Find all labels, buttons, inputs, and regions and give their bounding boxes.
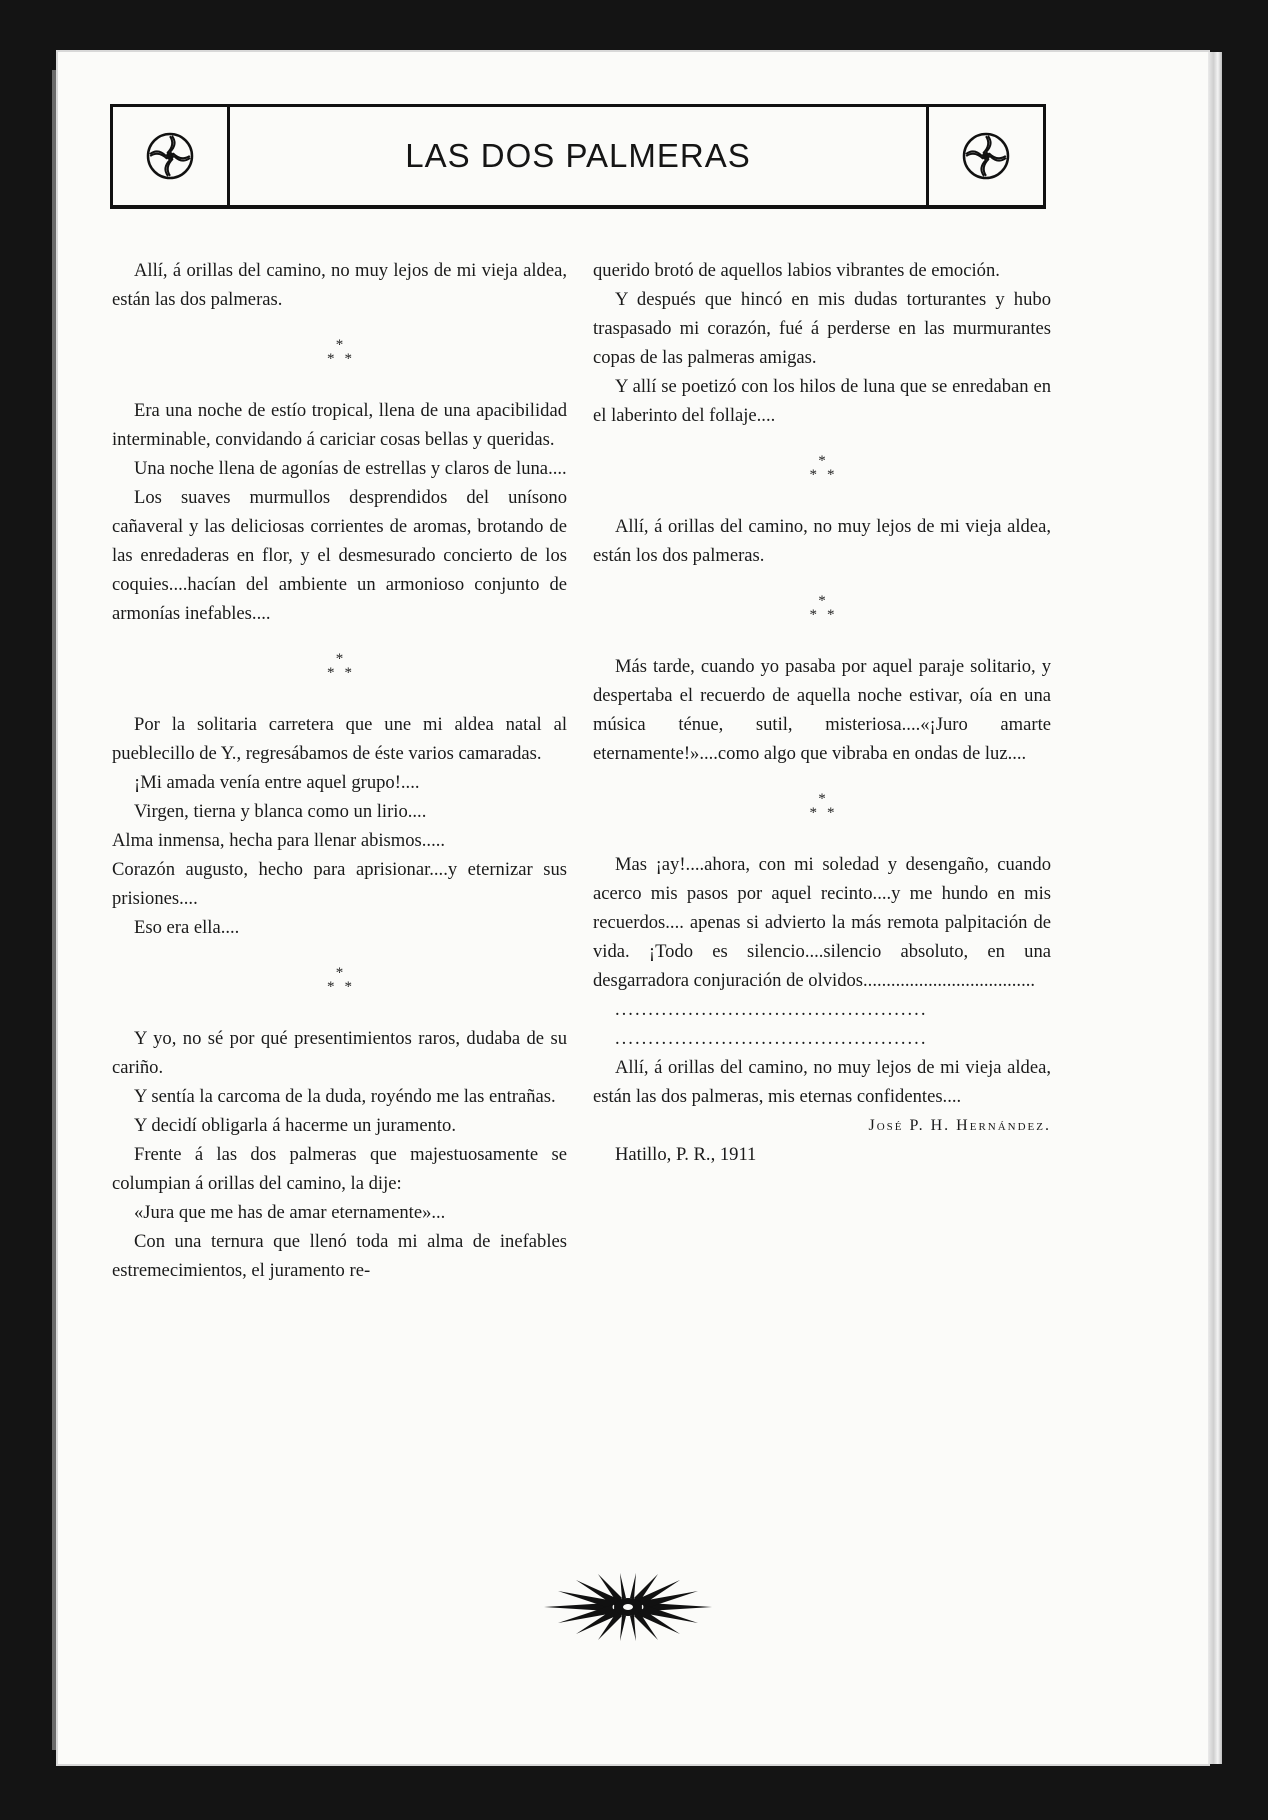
paragraph: Y después que hincó en mis dudas torturantes y hubo traspasado mi corazón, fué á perderse en las murmurantes copas de las palmeras amigas. (593, 289, 1051, 368)
paragraph: Con una ternura que llenó toda mi alma de inefables estremecimientos, el juramento re- (112, 1231, 567, 1281)
asterism-top: * (335, 651, 344, 667)
asterism-bottom: ** (327, 351, 362, 367)
paragraph: Por la solitaria carretera que une mi aldea natal al pueblecillo de Y., regresábamos de éste varios camaradas. (112, 714, 567, 764)
author-signature: José P. H. Hernández. (868, 1117, 1051, 1134)
dotted-line: ............................................... (615, 999, 928, 1020)
asterism-bottom: ** (327, 979, 362, 995)
asterism-top: * (818, 593, 826, 609)
page-edge (1208, 52, 1222, 1764)
paragraph: Y yo, no sé por qué presentimientos raros, dudaba de su cariño. (112, 1028, 567, 1078)
left-ornament-cell (113, 107, 230, 205)
place-date: Hatillo, P. R., 1911 (615, 1144, 757, 1165)
paragraph: Y sentía la carcoma de la duda, royéndo me las entrañas. (134, 1086, 556, 1107)
paragraph: ¡Mi amada venía entre aquel grupo!.... (134, 772, 420, 793)
paragraph: Una noche llena de agonías de estrellas y claros de luna.... (134, 458, 567, 479)
asterism-divider (593, 454, 1051, 482)
paragraph: Eso era ella.... (134, 917, 240, 938)
asterism-divider (593, 792, 1051, 820)
paragraph: Y decidí obligarla á hacerme un juramento. (134, 1115, 456, 1136)
right-ornament-cell (926, 107, 1043, 205)
paragraph: querido brotó de aquellos labios vibrantes de emoción. (593, 260, 1000, 281)
paragraph: Allí, á orillas del camino, no muy lejos de mi vieja aldea, están las dos palmeras. (112, 260, 567, 310)
paragraph: Alma inmensa, hecha para llenar abismos..... (112, 830, 446, 851)
paragraph: Y allí se poetizó con los hilos de luna que se enredaban en el laberinto del follaje.... (593, 376, 1051, 426)
rosette-icon (960, 130, 1012, 182)
paragraph: Allí, á orillas del camino, no muy lejos de mi vieja aldea, están las dos palmeras, mis eternas confidentes.... (593, 1057, 1051, 1107)
asterism-divider (112, 966, 567, 994)
asterism-top: * (818, 791, 826, 807)
paragraph: Allí, á orillas del camino, no muy lejos de mi vieja aldea, están los dos palmeras. (593, 516, 1051, 566)
asterism-divider (112, 652, 567, 680)
asterism-divider (112, 338, 567, 366)
paragraph: Mas ¡ay!....ahora, con mi soledad y desengaño, cuando acerco mis pasos por aquel recinto....y me hundo en mis recuerdos.... apenas si advierto la más remota palpitación de vida. ¡Todo es silencio....silencio absoluto, en una desgarradora conjuración de olvidos..................................... (593, 854, 1051, 991)
title-banner (110, 104, 1046, 209)
left-column (112, 256, 567, 1285)
paragraph: Era una noche de estío tropical, llena de una apacibilidad interminable, convidando á cariciar cosas bellas y queridas. (112, 400, 567, 450)
rosette-icon (144, 130, 196, 182)
sunburst-ornament-icon (543, 1572, 713, 1642)
dotted-line: ............................................... (615, 1028, 928, 1049)
asterism-top: * (335, 337, 344, 353)
paragraph: «Jura que me has de amar eternamente»... (134, 1202, 446, 1223)
right-column (593, 256, 1051, 1169)
asterism-top: * (818, 453, 826, 469)
asterism-bottom: ** (809, 805, 845, 821)
paragraph: Frente á las dos palmeras que majestuosamente se columpian á orillas del camino, la dije: (112, 1144, 567, 1194)
paragraph: Más tarde, cuando yo pasaba por aquel paraje solitario, y despertaba el recuerdo de aquella noche estivar, oía en una música ténue, sutil, misteriosa....«¡Juro amarte eternamente!»....como algo que vibraba en ondas de luz.... (593, 656, 1051, 764)
asterism-divider (593, 594, 1051, 622)
asterism-bottom: ** (809, 607, 845, 623)
paragraph: Virgen, tierna y blanca como un lirio.... (134, 801, 427, 822)
asterism-bottom: ** (327, 665, 362, 681)
paragraph: Los suaves murmullos desprendidos del unísono cañaveral y las deliciosas corrientes de aromas, brotando de las enredaderas en flor, y el desmesurado concierto de los coquies....hacían del ambiente un armonioso conjunto de armonías inefables.... (112, 487, 567, 624)
asterism-top: * (335, 965, 344, 981)
article-title: LAS DOS PALMERAS (405, 137, 751, 174)
asterism-bottom: ** (809, 467, 845, 483)
paragraph: Corazón augusto, hecho para aprisionar....y eternizar sus prisiones.... (112, 859, 567, 909)
